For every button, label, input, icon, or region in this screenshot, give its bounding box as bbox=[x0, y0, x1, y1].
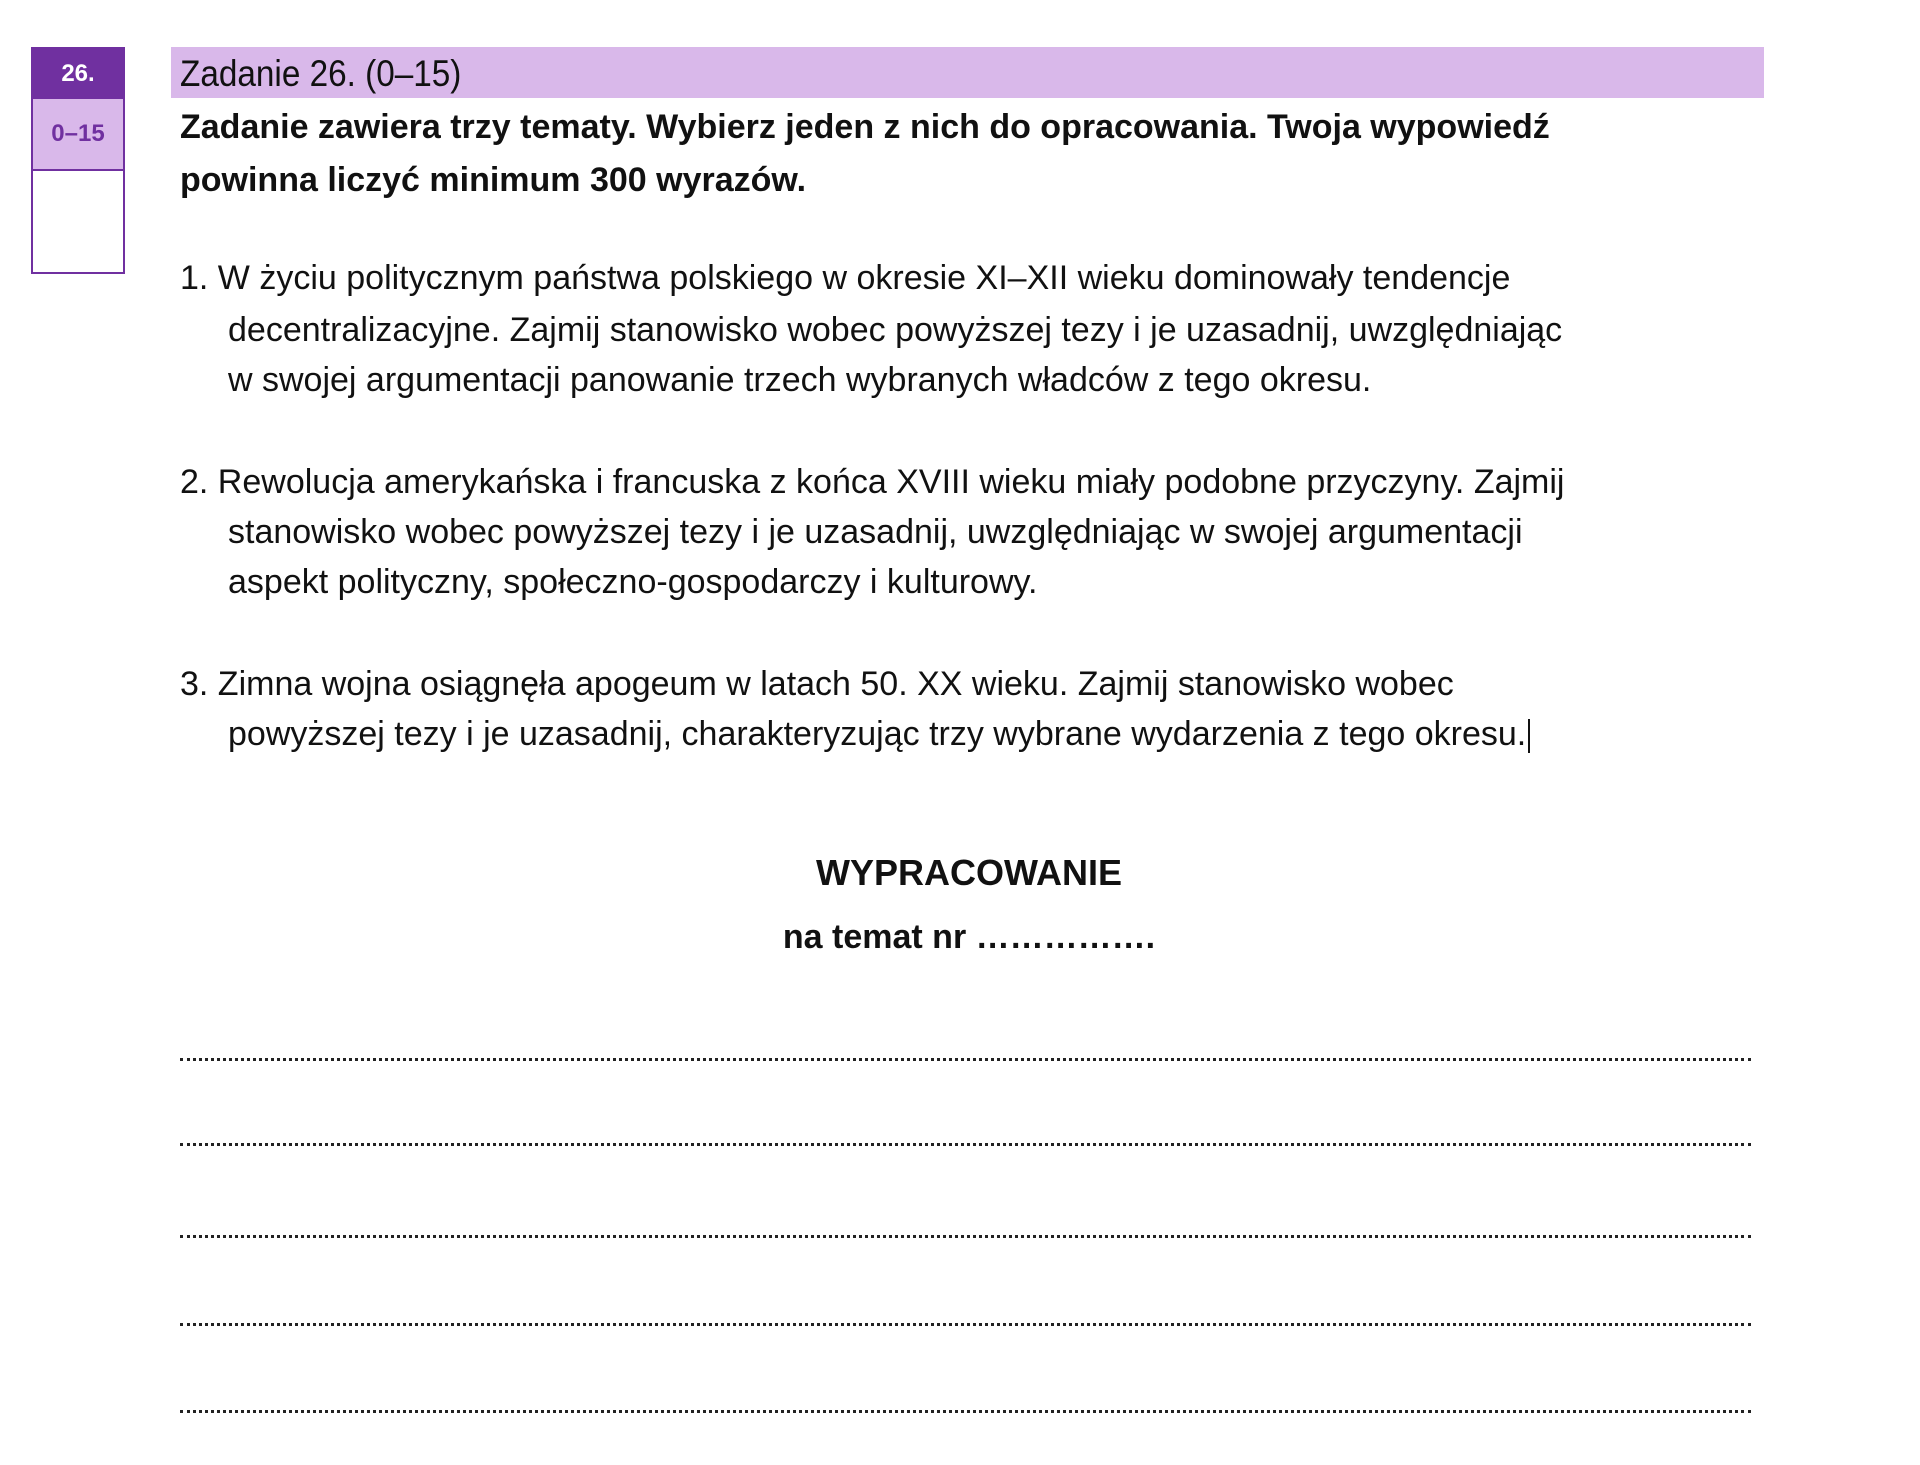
task-intro-line: Zadanie zawiera trzy tematy. Wybierz jeden z nich do opracowania. Twoja wypowiedź bbox=[180, 108, 1550, 146]
topic-3-line: 3. Zimna wojna osiągnęła apogeum w latach 50. XX wieku. Zajmij stanowisko wobec bbox=[180, 665, 1454, 703]
answer-line[interactable] bbox=[180, 1323, 1751, 1326]
task-intro-line: powinna liczyć minimum 300 wyrazów. bbox=[180, 161, 807, 199]
topic-3-line bbox=[228, 714, 1530, 754]
topic-1-line: 1. W życiu politycznym państwa polskiego w okresie XI–XII wieku dominowały tendencje bbox=[180, 259, 1511, 297]
text-cursor bbox=[1528, 719, 1530, 753]
topic-1-line: decentralizacyjne. Zajmij stanowisko wobec powyższej tezy i je uzasadnij, uwzględniając bbox=[228, 311, 1563, 349]
answer-line[interactable] bbox=[180, 1143, 1751, 1146]
topic-2-line: 2. Rewolucja amerykańska i francuska z końca XVIII wieku miały podobne przyczyny. Zajmij bbox=[180, 463, 1565, 501]
score-entry-field[interactable] bbox=[33, 171, 123, 274]
topic-2-line: stanowisko wobec powyższej tezy i je uzasadnij, uwzględniając w swojej argumentacji bbox=[228, 513, 1523, 551]
topic-2-line: aspekt polityczny, społeczno-gospodarczy i kulturowy. bbox=[228, 563, 1038, 601]
task-points: 0–15 bbox=[33, 99, 123, 171]
answer-line[interactable] bbox=[180, 1235, 1751, 1238]
essay-topic-label[interactable]: na temat nr ……………. bbox=[782, 918, 1156, 956]
essay-heading: WYPRACOWANIE bbox=[816, 852, 1122, 893]
answer-line[interactable] bbox=[180, 1058, 1751, 1061]
score-box bbox=[31, 47, 125, 274]
topic-1-line: w swojej argumentacji panowanie trzech wybranych władców z tego okresu. bbox=[228, 361, 1372, 399]
topic-3-text: powyższej tezy i je uzasadnij, charakteryzując trzy wybrane wydarzenia z tego okresu. bbox=[228, 715, 1527, 753]
answer-line[interactable] bbox=[180, 1410, 1751, 1413]
task-number: 26. bbox=[33, 49, 123, 99]
task-title: Zadanie 26. (0–15) bbox=[180, 53, 462, 94]
task-header bbox=[171, 47, 1764, 98]
